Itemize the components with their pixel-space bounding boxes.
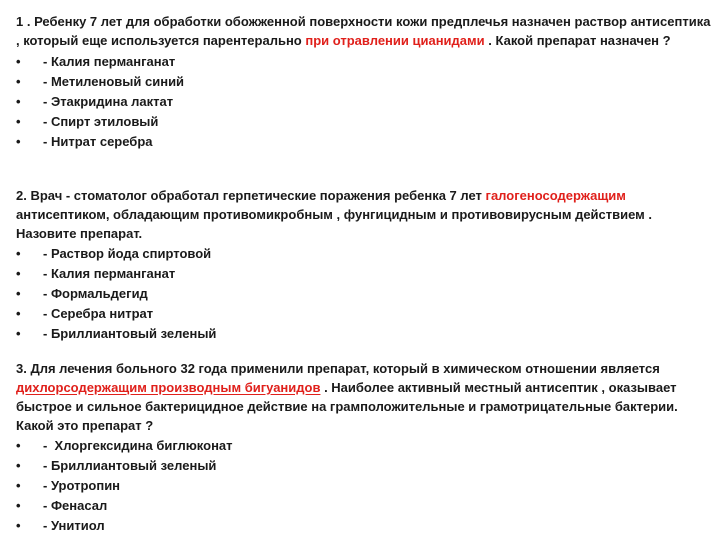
question-1-stem-text: 1 . Ребенку 7 лет для обработки обожженной поверхности кожи предплечья назначен раствор антисептика , который еще используется парентерально [16,14,711,48]
option-item [16,264,712,284]
question-3-stem-text: 3. Для лечения больного 32 года применили препарат, который в химическом отношении является [16,361,660,376]
bullet-icon: • [16,306,21,321]
option-item [16,132,712,152]
question-1-options [16,52,712,152]
option-label: - Фенасал [43,498,108,513]
option-label: - Серебра нитрат [43,306,154,321]
question-1 [16,12,712,152]
question-2-stem-text-end: антисептиком, обладающим противомикробным , фунгицидным и противовирусным действием . Назовите препарат. [16,207,653,241]
question-1-stem [16,12,712,50]
option-label: - Спирт этиловый [43,114,159,129]
option-label: - Бриллиантовый зеленый [43,458,217,473]
option-item [16,436,712,456]
bullet-icon: • [16,286,21,301]
option-item [16,496,712,516]
bullet-icon: • [16,114,21,129]
option-label: - Нитрат серебра [43,134,153,149]
option-item [16,284,712,304]
question-3-stem [16,359,712,435]
option-label: - Метиленовый синий [43,74,185,89]
bullet-icon: • [16,54,21,69]
question-2-options [16,244,712,344]
bullet-icon: • [16,438,21,453]
question-3 [16,359,712,536]
option-item [16,112,712,132]
bullet-icon: • [16,458,21,473]
bullet-icon: • [16,134,21,149]
option-item [16,52,712,72]
bullet-icon: • [16,246,21,261]
bullet-icon: • [16,498,21,513]
option-item [16,324,712,344]
bullet-icon: • [16,94,21,109]
option-item [16,516,712,536]
option-item [16,304,712,324]
bullet-icon: • [16,266,21,281]
question-1-highlight: при отравлении цианидами [305,33,485,48]
option-item [16,476,712,496]
option-item [16,92,712,112]
bullet-icon: • [16,478,21,493]
option-label: - Бриллиантовый зеленый [43,326,217,341]
option-label: - Калия перманганат [43,54,176,69]
question-2-stem-text: 2. Врач - стоматолог обработал герпетические поражения ребенка 7 лет [16,188,486,203]
question-2 [16,186,712,344]
option-label: - Хлоргексидина биглюконат [43,438,233,453]
bullet-icon: • [16,518,21,533]
question-3-options [16,436,712,536]
option-label: - Формальдегид [43,286,148,301]
option-label: - Унитиол [43,518,105,533]
option-item [16,456,712,476]
option-item [16,244,712,264]
question-3-highlight: дихлорсодержащим производным бигуанидов [16,380,321,395]
question-1-stem-text-end: . Какой препарат назначен ? [484,33,671,48]
option-label: - Этакридина лактат [43,94,174,109]
option-label: - Калия перманганат [43,266,176,281]
question-2-highlight: галогеносодержащим [485,188,626,203]
bullet-icon: • [16,326,21,341]
option-label: - Раствор йода спиртовой [43,246,212,261]
bullet-icon: • [16,74,21,89]
question-3-stem-text-end: . Наиболее активный местный антисептик , оказывает быстрое и сильное бактерицидное действие на грамположительные и грамотрицательные бактерии. Какой это препарат ? [16,380,678,433]
option-item [16,72,712,92]
question-2-stem [16,186,712,243]
option-label: - Уротропин [43,478,121,493]
